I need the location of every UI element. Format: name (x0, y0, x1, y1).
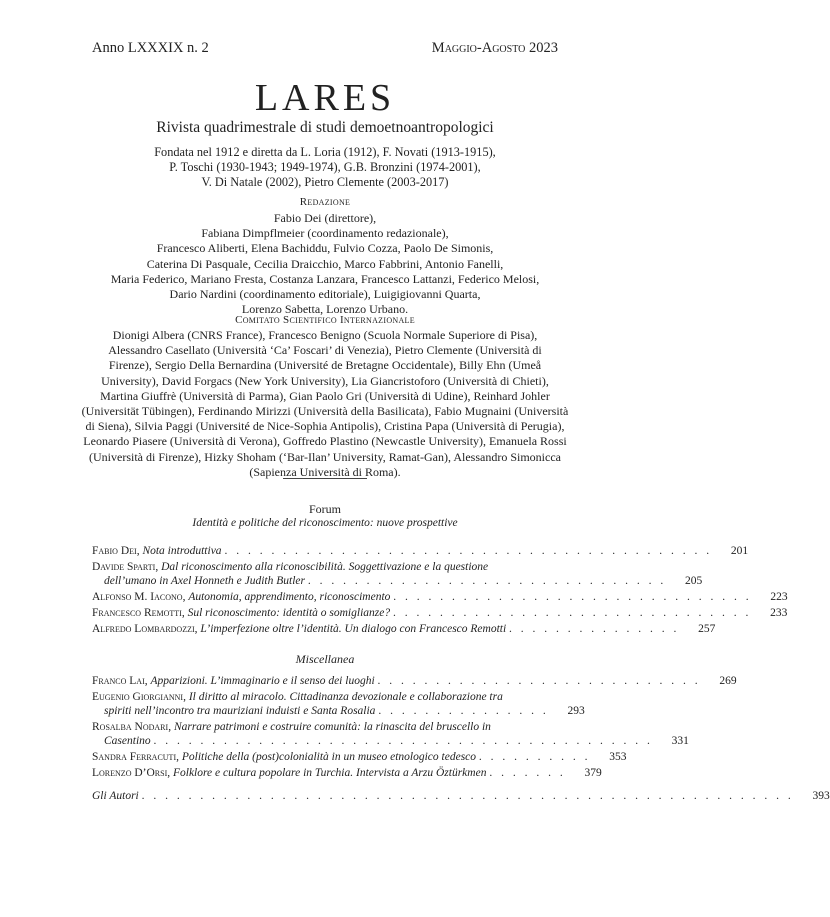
leader-dots: . . . . . . . (489, 767, 566, 779)
comitato-line: (Sapienza Università di Roma). (249, 464, 401, 479)
founding-note (0, 145, 650, 190)
toc-author: Franco Lai (92, 675, 145, 687)
section-divider (283, 478, 367, 479)
redazione-line: Francesco Aliberti, Elena Bachiddu, Fulvio Cozza, Paolo De Simonis, (156, 241, 494, 256)
toc-entry[interactable]: Fabio Dei, Nota introduttiva . . . . . . . . . . . . . . . . . . . . . . . . . . . . . . . . . . . . . . . . . . 201 (92, 545, 749, 557)
toc-author: Rosalba Nodari (92, 721, 169, 733)
miscellanea-heading: Miscellanea (295, 652, 355, 666)
comitato-line: Dionigi Albera (CNRS France), Francesco Benigno (Scuola Normale Superiore di Pisa), (112, 328, 538, 342)
redazione-line: Dario Nardini (coordinamento editoriale), Luigigiovanni Quarta, (169, 287, 481, 302)
toc-title: Narrare patrimoni e costruire comunità: la rinascita del bruscello in (173, 721, 491, 733)
toc-page: 257 (698, 623, 716, 635)
toc-title-cont: spiriti nell’incontro tra mauriziani induisti e Santa Rosalia (104, 705, 376, 717)
forum-toc (92, 544, 788, 636)
comitato-heading: Comitato Scientifico Internazionale (235, 314, 415, 326)
toc-entry[interactable]: Francesco Remotti, Sul riconoscimento: identità o somiglianze? . . . . . . . . . . . . . . . . . . . . . . . . . . . . . . . 233 (92, 607, 788, 619)
toc-entry[interactable] (92, 789, 830, 803)
toc-author: Francesco Remotti (92, 607, 182, 619)
comitato-line: Alessandro Casellato (Università ‘Ca’ Foscari’ di Venezia), Pietro Clemente (Università di (108, 343, 542, 358)
leader-dots: . . . . . . . . . . . . . . . . . . . . . . . . . . . . . . . . . . . . . . . . . . . . . . . . . . . . . . . . (141, 790, 794, 802)
comitato-list (0, 328, 650, 480)
toc-page: 223 (770, 591, 788, 603)
toc-title: Autonomia, apprendimento, riconoscimento (188, 591, 391, 603)
leader-dots: . . . . . . . . . . . . . . . . . . . . . . . . . . . . . . . (392, 607, 752, 619)
redazione-line: Lorenzo Sabetta, Lorenzo Urbano. (241, 302, 409, 317)
toc-title: Politiche della (post)colonialità in un museo etnologico tedesco (181, 751, 477, 763)
leader-dots: . . . . . . . . . . . . . . . . . . . . . . . . . . . . (377, 675, 701, 687)
running-header (92, 40, 558, 57)
redazione-line: Fabio Dei (direttore), (273, 211, 377, 225)
toc-title: Dal riconoscimento alla riconoscibilità. Soggettivazione e la questione (161, 561, 489, 573)
redazione-line: Caterina Di Pasquale, Cecilia Draicchio, Marco Fabbrini, Antonio Fanelli, (146, 256, 504, 271)
toc-title: Nota introduttiva (142, 545, 222, 557)
issue-label: Anno LXXXIX n. 2 (92, 40, 209, 56)
toc-author: Lorenzo D’Orsi (92, 767, 168, 779)
miscellanea-toc (92, 674, 737, 780)
toc-entry[interactable]: Alfredo Lombardozzi, L’imperfezione oltre l’identità. Un dialogo con Francesco Remotti . . . . . . . . . . . . . . . 257 (92, 623, 716, 635)
toc-page: 233 (770, 607, 788, 619)
founding-line: Fondata nel 1912 e diretta da L. Loria (1912), F. Novati (1913-1915), (154, 145, 496, 159)
toc-page: 353 (609, 751, 627, 763)
toc-title: Il diritto al miracolo. Cittadinanza devozionale e collaborazione tra (188, 691, 503, 703)
founding-line: P. Toschi (1930-1943; 1949-1974), G.B. Bronzini (1974-2001), (169, 160, 481, 174)
redazione-list (0, 211, 650, 317)
toc-author: Sandra Ferracuti (92, 751, 177, 763)
issue-date: Maggio-Agosto 2023 (431, 40, 558, 56)
redazione-line: Fabiana Dimpflmeier (coordinamento redazionale), (201, 226, 449, 241)
toc-entry[interactable]: Sandra Ferracuti, Politiche della (post)colonialità in un museo etnologico tedesco . . . . . . . . . . 353 (92, 751, 627, 763)
journal-title: LARES (254, 77, 396, 119)
redazione-heading: Redazione (299, 196, 351, 208)
forum-heading: Forum (308, 502, 341, 516)
toc-author: Davide Sparti (92, 561, 156, 573)
leader-dots: . . . . . . . . . . . . . . . . . . . . . . . . . . . . . . . (307, 575, 667, 587)
leader-dots: . . . . . . . . . . . . . . . (378, 705, 549, 717)
toc-page: 379 (584, 767, 602, 779)
toc-page: 331 (671, 735, 689, 747)
toc-author: Alfonso M. Iacono (92, 591, 183, 603)
leader-dots: . . . . . . . . . . (478, 751, 591, 763)
toc-title: Gli Autori (92, 790, 139, 802)
toc-author: Alfredo Lombardozzi (92, 623, 195, 635)
leader-dots: . . . . . . . . . . . . . . . . . . . . . . . . . . . . . . . . . . . . . . . . . . . (153, 735, 653, 747)
toc-page: 269 (719, 675, 737, 687)
comitato-line: Firenze), Sergio Della Bernardina (Université de Bretagne Occidentale), Billy Ehn (Umeå (108, 358, 542, 373)
toc-entry[interactable]: Lorenzo D’Orsi, Folklore e cultura popolare in Turchia. Intervista a Arzu Öztürkmen . . . . . . . 379 (92, 767, 602, 779)
toc-author: Eugenio Giorgianni (92, 691, 184, 703)
toc-title: Apparizioni. L’immaginario e il senso dei luoghi (150, 675, 375, 687)
toc-page: 201 (730, 545, 749, 557)
forum-subheading: Identità e politiche del riconoscimento: nuove prospettive (192, 517, 458, 529)
toc-page: 205 (685, 575, 703, 587)
comitato-line: di Siena), Silvia Paggi (Université de Nice-Sophia Antipolis), Cristina Papa (Università di Perugia), (85, 419, 565, 434)
leader-dots: . . . . . . . . . . . . . . . (509, 623, 680, 635)
toc-page: 393 (812, 790, 830, 802)
autori-toc (92, 789, 830, 803)
leader-dots: . . . . . . . . . . . . . . . . . . . . . . . . . . . . . . . . . . . . . . . . . . (224, 545, 713, 557)
toc-entry[interactable]: Franco Lai, Apparizioni. L’immaginario e il senso dei luoghi . . . . . . . . . . . . . . . . . . . . . . . . . . . . 269 (92, 675, 737, 687)
toc-title: Folklore e cultura popolare in Turchia. Intervista a Arzu Öztürkmen (172, 767, 487, 779)
toc-author: Fabio Dei (92, 545, 137, 557)
toc-entry[interactable]: Alfonso M. Iacono, Autonomia, apprendimento, riconoscimento . . . . . . . . . . . . . . . . . . . . . . . . . . . . . . . 223 (92, 591, 788, 603)
toc-entry[interactable]: Eugenio Giorgianni, Il diritto al miracolo. Cittadinanza devozionale e collaborazione tra spiriti nell’incontro tra mauriziani induisti e Santa Rosalia . . . . . . . . . . . . . . . 293 (92, 691, 585, 717)
toc-title-cont: dell’umano in Axel Honneth e Judith Butler (104, 575, 305, 587)
toc-title: Sul riconoscimento: identità o somiglianze? (187, 607, 391, 619)
comitato-line: University), David Forgacs (New York University), Lia Giancristoforo (Università di Chieti), (101, 373, 549, 388)
comitato-line: Martina Giuffrè (Università di Parma), Gian Paolo Gri (Università di Udine), Reinhard Johler (100, 388, 550, 403)
toc-title-cont: Casentino (104, 735, 151, 747)
toc-title: L’imperfezione oltre l’identità. Un dialogo con Francesco Remotti (200, 623, 507, 635)
leader-dots: . . . . . . . . . . . . . . . . . . . . . . . . . . . . . . . (393, 591, 752, 603)
toc-page: 293 (567, 705, 585, 717)
comitato-line: (Universität Tübingen), Ferdinando Mirizzi (Università della Basilicata), Fabio Mugnaini (Università (81, 404, 569, 419)
toc-entry[interactable]: Davide Sparti, Dal riconoscimento alla riconoscibilità. Soggettivazione e la questione dell’umano in Axel Honneth e Judith Butler . . . . . . . . . . . . . . . . . . . . . . . . . . . . . . . 205 (92, 561, 703, 587)
toc-entry[interactable]: Rosalba Nodari, Narrare patrimoni e costruire comunità: la rinascita del bruscello in Casentino . . . . . . . . . . . . . . . . . . . . . . . . . . . . . . . . . . . . . . . . . . . 331 (92, 721, 689, 747)
comitato-line: (Università di Firenze), Hizky Shoham (‘Bar-Ilan’ University, Ramat-Gan), Alessandro Simonicca (89, 449, 561, 464)
journal-subtitle: Rivista quadrimestrale di studi demoetnoantropologici (156, 119, 494, 136)
redazione-line: Maria Federico, Mariano Fresta, Costanza Lanzara, Francesco Lattanzi, Federico Melosi, (110, 271, 540, 286)
founding-line: V. Di Natale (2002), Pietro Clemente (2003-2017) (201, 175, 449, 189)
comitato-line: Leonardo Piasere (Università di Verona), Goffredo Plastino (Newcastle University), Emanuela Rossi (83, 434, 567, 449)
